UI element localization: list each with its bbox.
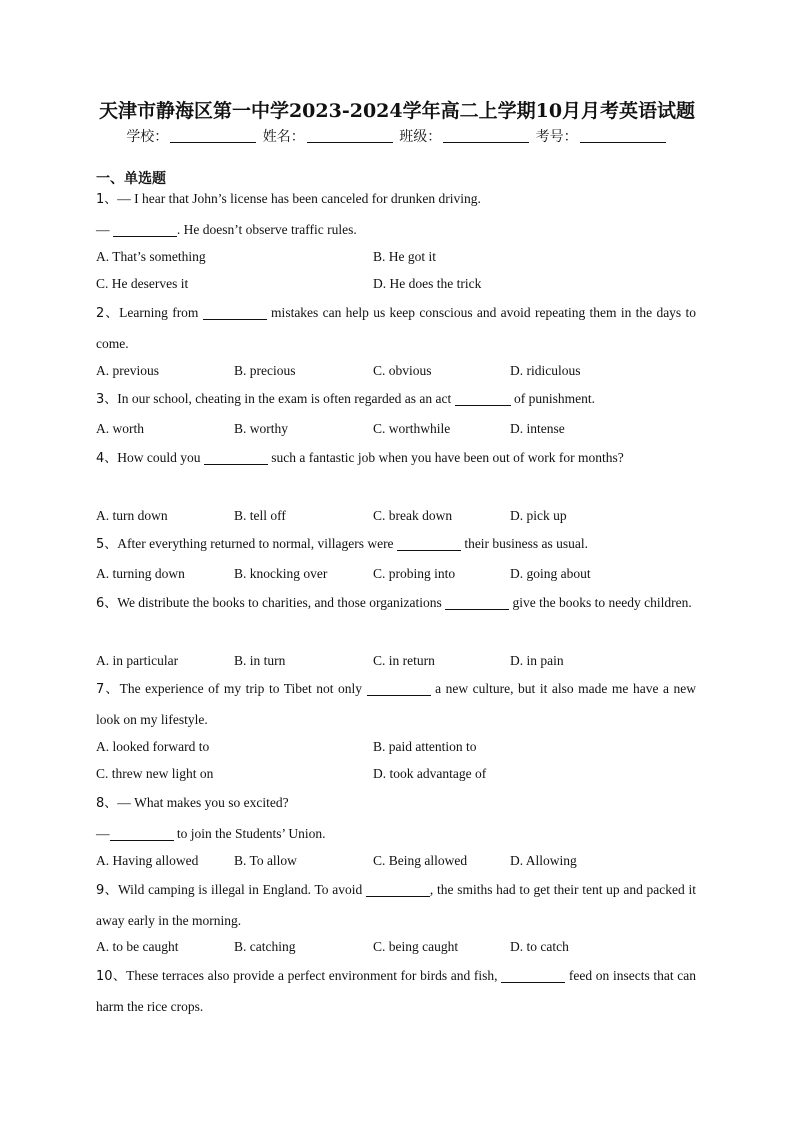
question-text: Learning from: [119, 305, 203, 320]
question-text: —: [96, 222, 113, 237]
school-label: 学校：: [126, 129, 169, 145]
option-d: D. intense: [510, 421, 565, 436]
question-10: [96, 961, 696, 1022]
option-b: B. worthy: [234, 421, 288, 436]
question-number: 2、: [96, 306, 120, 321]
option-a: A. turn down: [96, 508, 168, 523]
option-c: C. probing into: [373, 566, 456, 581]
options-row: [96, 939, 716, 959]
option-a: A. to be caught: [96, 939, 179, 954]
options-row: [96, 766, 716, 786]
exam-no-blank: [580, 128, 666, 143]
question-text: feed on insects that can harm the rice crops.: [96, 968, 697, 1014]
option-c: C. worthwhile: [373, 421, 451, 436]
school-blank: [170, 128, 256, 143]
question-text: These terraces also provide a perfect environment for birds and fish,: [126, 968, 502, 983]
options-row: [96, 739, 716, 759]
answer-blank: [113, 222, 177, 237]
question-9: [96, 875, 696, 936]
option-a: A. That’s something: [96, 249, 206, 264]
question-text: —: [96, 826, 110, 841]
option-b: B. precious: [234, 363, 296, 378]
question-text: of punishment.: [510, 391, 596, 406]
option-d: D. ridiculous: [510, 363, 581, 378]
question-4: [96, 443, 696, 474]
page-title: 天津市静海区第一中学2023-2024学年高二上学期10月月考英语试题: [98, 100, 696, 122]
question-number: 5、: [96, 537, 118, 552]
option-b: B. knocking over: [234, 566, 328, 581]
question-7: [96, 674, 696, 735]
option-a: A. Having allowed: [96, 853, 199, 868]
question-6: [96, 588, 696, 619]
question-number: 9、: [96, 883, 118, 898]
option-b: B. tell off: [234, 508, 286, 523]
question-number: 6、: [96, 596, 118, 611]
option-b: B. paid attention to: [373, 739, 477, 754]
question-5: [96, 529, 696, 560]
options-row: [96, 853, 716, 873]
answer-blank: [445, 595, 509, 610]
question-text: The experience of my trip to Tibet not only: [119, 681, 367, 696]
option-c: C. in return: [373, 653, 435, 668]
question-text: — What makes you so excited?: [117, 795, 289, 810]
answer-blank: [203, 305, 267, 320]
option-d: D. to catch: [510, 939, 569, 954]
option-b: B. in turn: [234, 653, 286, 668]
options-row: [96, 653, 716, 673]
answer-blank: [366, 882, 430, 897]
question-text: , the smiths had to get their tent up and packed it away early in the morning.: [96, 882, 696, 928]
answer-blank: [367, 681, 431, 696]
question-3: [96, 384, 696, 415]
question-text: After everything returned to normal, villagers were: [117, 536, 397, 551]
options-row: [96, 508, 716, 528]
answer-blank: [397, 536, 461, 551]
option-d: D. going about: [510, 566, 591, 581]
question-number: 7、: [96, 682, 120, 697]
options-row: [96, 566, 716, 586]
option-c: C. being caught: [373, 939, 459, 954]
options-row: [96, 363, 716, 383]
class-label: 班级：: [399, 129, 442, 145]
question-text: How could you: [117, 450, 204, 465]
option-a: A. turning down: [96, 566, 185, 581]
class-blank: [443, 128, 529, 143]
options-row: [96, 249, 716, 269]
option-a: A. in particular: [96, 653, 179, 668]
option-b: B. He got it: [373, 249, 436, 264]
question-2: [96, 298, 696, 359]
option-a: A. worth: [96, 421, 144, 436]
option-d: D. in pain: [510, 653, 564, 668]
question-number: 3、: [96, 392, 118, 407]
question-text: mistakes can help us keep conscious and avoid repeating them in the days to come.: [96, 305, 697, 351]
answer-blank: [501, 968, 565, 983]
section-title: 一、单选题: [96, 171, 166, 187]
question-text: In our school, cheating in the exam is often regarded as an act: [117, 391, 455, 406]
question-text: a new culture, but it also made me have a new look on my lifestyle.: [96, 681, 696, 727]
option-b: B. catching: [234, 939, 296, 954]
question-8: [96, 788, 696, 849]
name-label: 姓名：: [262, 129, 305, 145]
name-blank: [307, 128, 393, 143]
answer-blank: [110, 826, 174, 841]
option-c: C. Being allowed: [373, 853, 468, 868]
option-d: D. Allowing: [510, 853, 577, 868]
option-d: D. pick up: [510, 508, 567, 523]
option-c: C. threw new light on: [96, 766, 214, 781]
question-text: Wild camping is illegal in England. To avoid: [117, 882, 366, 897]
option-b: B. To allow: [234, 853, 297, 868]
question-text: — I hear that John’s license has been canceled for drunken driving.: [117, 191, 481, 206]
question-number: 10、: [96, 969, 127, 984]
question-number: 8、: [96, 796, 118, 811]
options-row: [96, 421, 716, 441]
options-row: [96, 276, 716, 296]
option-d: D. He does the trick: [373, 276, 482, 291]
exam-no-label: 考号：: [535, 129, 578, 145]
question-text: . He doesn’t observe traffic rules.: [176, 222, 357, 237]
answer-blank: [455, 391, 511, 406]
answer-blank: [204, 450, 268, 465]
option-c: C. break down: [373, 508, 453, 523]
question-text: give the books to needy children.: [509, 595, 692, 610]
question-text: their business as usual.: [460, 536, 589, 551]
question-number: 4、: [96, 451, 118, 466]
student-info-line: [0, 126, 794, 146]
question-number: 1、: [96, 192, 118, 207]
question-text: such a fantastic job when you have been out of work for months?: [267, 450, 624, 465]
option-d: D. took advantage of: [373, 766, 487, 781]
question-1: [96, 184, 696, 245]
option-a: A. previous: [96, 363, 159, 378]
question-text: to join the Students’ Union.: [173, 826, 326, 841]
question-text: We distribute the books to charities, and those organizations: [117, 595, 446, 610]
option-a: A. looked forward to: [96, 739, 210, 754]
option-c: C. He deserves it: [96, 276, 189, 291]
option-c: C. obvious: [373, 363, 432, 378]
